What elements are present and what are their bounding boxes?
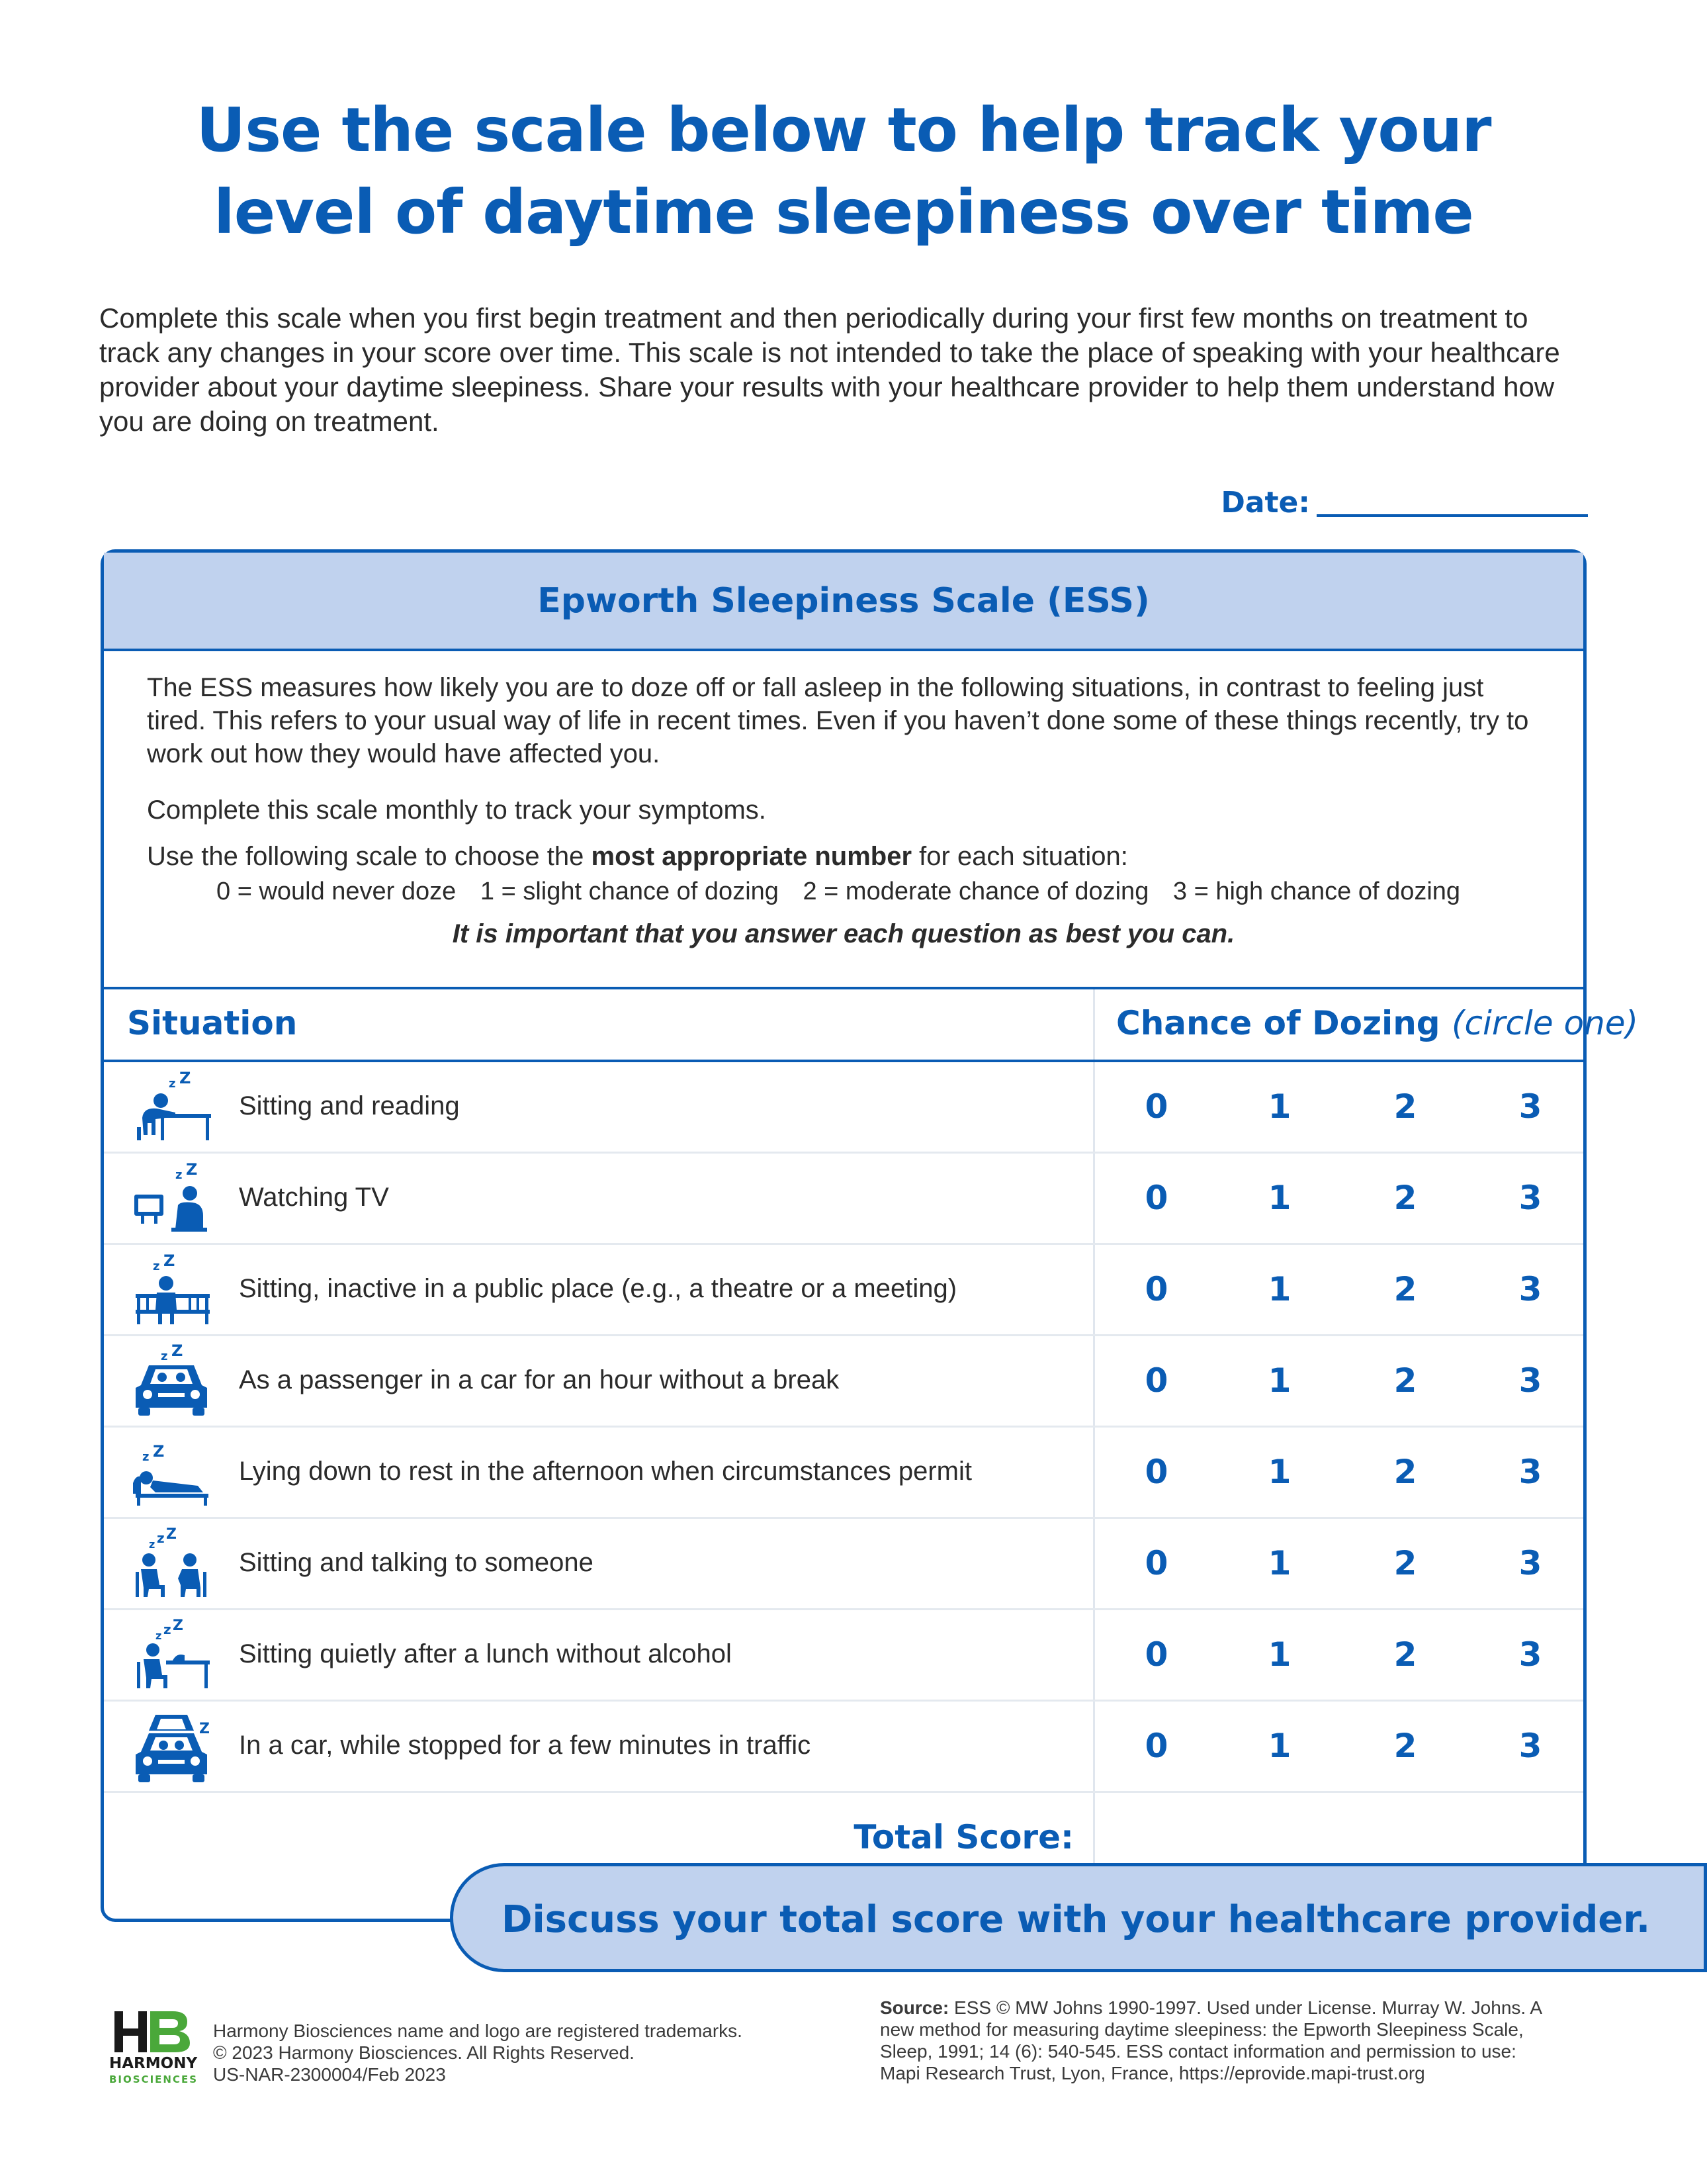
column-header-chance-label: Chance of Dozing	[1116, 1004, 1440, 1042]
option-3[interactable]: 3	[1518, 1453, 1542, 1491]
option-1[interactable]: 1	[1268, 1361, 1291, 1400]
svg-text:Z: Z	[179, 1069, 191, 1087]
svg-text:z: z	[142, 1450, 150, 1464]
ess-header	[104, 553, 1583, 651]
scale-legend	[216, 875, 1477, 908]
important-note: It is important that you answer each question as best you can.	[452, 919, 1235, 948]
talking-icon	[129, 1528, 214, 1602]
source-citation	[880, 1997, 1555, 2084]
scale-legend-3: 3 = high chance of dozing	[1172, 878, 1461, 905]
ess-title: Epworth Sleepiness Scale (ESS)	[537, 580, 1150, 621]
svg-text:Z: Z	[163, 1251, 175, 1270]
svg-text:z: z	[155, 1629, 162, 1642]
lying-down-icon	[129, 1437, 214, 1511]
date-row	[1221, 480, 1588, 520]
watching-tv-icon	[129, 1160, 214, 1237]
situation-label: In a car, while stopped for a few minutes in traffic	[239, 1731, 811, 1760]
column-header-situation: Situation	[127, 1004, 298, 1042]
page-title-line-2: level of daytime sleepiness over time	[214, 177, 1473, 248]
svg-text:Z: Z	[153, 1442, 165, 1461]
option-3[interactable]: 3	[1518, 1635, 1542, 1674]
svg-text:z: z	[169, 1077, 176, 1091]
option-0[interactable]: 0	[1145, 1087, 1168, 1126]
situation-label: Sitting and talking to someone	[239, 1548, 593, 1577]
option-1[interactable]: 1	[1268, 1727, 1291, 1765]
situation-label: As a passenger in a car for an hour without a break	[239, 1365, 840, 1394]
intro-paragraph: Complete this scale when you first begin treatment and then periodically during your first few months on treatment to track any changes in your score over time. This scale is not intended to take the place of speaking with your healthcare provider about your daytime sleepiness. Share your results with your healthcare provider to help them understand how you are doing on treatment.	[99, 302, 1560, 437]
svg-text:Z: Z	[173, 1617, 183, 1634]
svg-text:z: z	[161, 1349, 168, 1363]
source-label: Source:	[880, 1997, 949, 2018]
scale-legend-0: 0 = would never doze	[216, 878, 457, 905]
svg-text:Z: Z	[166, 1526, 177, 1543]
option-1[interactable]: 1	[1268, 1453, 1291, 1491]
table-header	[104, 989, 1639, 1062]
discuss-banner	[450, 1863, 1707, 1972]
legal-line-3: US-NAR-2300004/Feb 2023	[213, 2064, 446, 2085]
svg-text:z: z	[163, 1621, 171, 1637]
table-row	[104, 1610, 1583, 1702]
legal-notice	[213, 2020, 742, 2085]
table-row	[104, 1702, 1583, 1793]
situation-label: Sitting, inactive in a public place (e.g., a theatre or a meeting)	[239, 1274, 957, 1303]
option-3[interactable]: 3	[1518, 1544, 1542, 1582]
svg-text:z: z	[157, 1530, 165, 1546]
public-bench-icon	[129, 1251, 214, 1328]
date-field[interactable]	[1317, 514, 1588, 517]
car-passenger-icon	[129, 1342, 214, 1420]
table-row	[104, 1245, 1583, 1336]
option-0[interactable]: 0	[1145, 1179, 1168, 1217]
option-1[interactable]: 1	[1268, 1087, 1291, 1126]
option-1[interactable]: 1	[1268, 1544, 1291, 1582]
instructions-choose	[147, 840, 1543, 873]
option-2[interactable]: 2	[1393, 1270, 1417, 1308]
page-title-line-1: Use the scale below to help track your	[196, 95, 1491, 165]
option-3[interactable]: 3	[1518, 1179, 1542, 1217]
lunch-table-icon	[129, 1619, 214, 1694]
option-2[interactable]: 2	[1393, 1544, 1417, 1582]
svg-text:z: z	[149, 1538, 155, 1551]
instructions-monthly: Complete this scale monthly to track your symptoms.	[147, 796, 766, 825]
option-3[interactable]: 3	[1518, 1727, 1542, 1765]
situation-label: Sitting quietly after a lunch without alcohol	[239, 1639, 732, 1668]
option-0[interactable]: 0	[1145, 1635, 1168, 1674]
instructions-choose-pre: Use the following scale to choose the	[147, 842, 591, 871]
table-row	[104, 1519, 1583, 1610]
page-title	[0, 89, 1687, 253]
ess-table	[104, 989, 1639, 1882]
legal-line-1: Harmony Biosciences name and logo are registered trademarks.	[213, 2021, 742, 2041]
svg-text:Z: Z	[186, 1160, 198, 1179]
situation-label: Lying down to rest in the afternoon when circumstances permit	[239, 1457, 972, 1486]
ess-instructions	[104, 651, 1583, 989]
option-1[interactable]: 1	[1268, 1635, 1291, 1674]
option-3[interactable]: 3	[1518, 1087, 1542, 1126]
scale-legend-2: 2 = moderate chance of dozing	[803, 878, 1149, 905]
option-0[interactable]: 0	[1145, 1727, 1168, 1765]
table-row	[104, 1062, 1583, 1154]
option-2[interactable]: 2	[1393, 1087, 1417, 1126]
harmony-logo	[109, 2009, 198, 2095]
discuss-text: Discuss your total score with your healthcare provider.	[502, 1898, 1651, 1941]
option-2[interactable]: 2	[1393, 1727, 1417, 1765]
hb-logo-icon	[109, 2009, 194, 2056]
table-row	[104, 1336, 1583, 1428]
table-row	[104, 1428, 1583, 1519]
logo-wordmark: HARMONY	[109, 2055, 198, 2072]
column-header-chance-note: (circle one)	[1452, 1004, 1639, 1042]
table-row	[104, 1154, 1583, 1245]
instructions-choose-bold: most appropriate number	[591, 842, 912, 871]
option-2[interactable]: 2	[1393, 1635, 1417, 1674]
option-1[interactable]: 1	[1268, 1179, 1291, 1217]
instructions-choose-post: for each situation:	[912, 842, 1128, 871]
date-label: Date:	[1221, 486, 1310, 520]
car-traffic-icon	[129, 1711, 214, 1785]
logo-subtitle: BIOSCIENCES	[109, 2073, 198, 2085]
option-2[interactable]: 2	[1393, 1179, 1417, 1217]
option-3[interactable]: 3	[1518, 1361, 1542, 1400]
svg-text:z: z	[153, 1259, 160, 1273]
situation-label: Sitting and reading	[239, 1091, 460, 1120]
source-text: ESS © MW Johns 1990-1997. Used under License. Murray W. Johns. A new method for measuring daytime sleepiness: the Epworth Sleepiness Scale, Sleep, 1991; 14 (6): 540-545. ESS contact information and permission to use: Mapi Research Trust, Lyon, France, https://eprovide.mapi-trust.org	[880, 1997, 1542, 2083]
option-0[interactable]: 0	[1145, 1544, 1168, 1582]
svg-text:Z: Z	[171, 1342, 183, 1360]
ess-form	[101, 549, 1639, 1922]
option-0[interactable]: 0	[1145, 1270, 1168, 1308]
option-2[interactable]: 2	[1393, 1453, 1417, 1491]
instructions-paragraph: The ESS measures how likely you are to doze off or fall asleep in the following situations, in contrast to feeling just tired. This refers to your usual way of life in recent times. Even if you haven’t done some of these things recently, try to work out how they would have affected you.	[147, 673, 1529, 768]
total-score-label: Total Score:	[854, 1818, 1074, 1856]
option-1[interactable]: 1	[1268, 1270, 1291, 1308]
legal-line-2: © 2023 Harmony Biosciences. All Rights Reserved.	[213, 2042, 635, 2063]
column-header-chance	[1116, 1004, 1638, 1042]
svg-text:z: z	[175, 1168, 183, 1182]
reading-desk-icon	[129, 1071, 214, 1146]
option-2[interactable]: 2	[1393, 1361, 1417, 1400]
situation-label: Watching TV	[239, 1183, 389, 1212]
option-0[interactable]: 0	[1145, 1453, 1168, 1491]
scale-legend-1: 1 = slight chance of dozing	[480, 878, 779, 905]
option-0[interactable]: 0	[1145, 1361, 1168, 1400]
option-3[interactable]: 3	[1518, 1270, 1542, 1308]
svg-text:Z: Z	[199, 1721, 210, 1737]
